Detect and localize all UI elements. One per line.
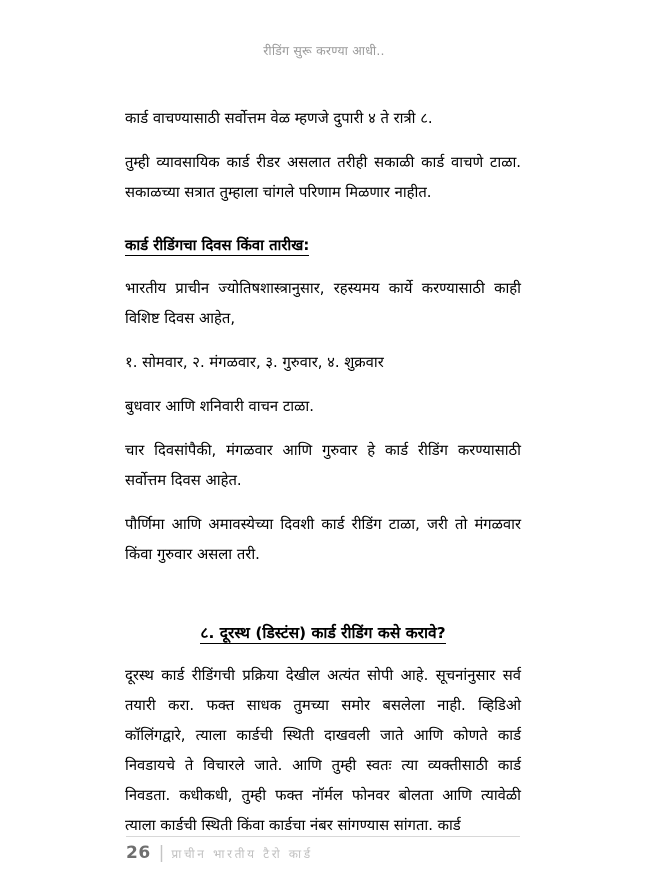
paragraph-astrology-days: भारतीय प्राचीन ज्योतिषशास्त्रानुसार, रहस्यमय कार्ये करण्यासाठी काही विशिष्ट दिवस आहेत, bbox=[125, 280, 521, 327]
paragraph-distance-reading-process: दूरस्थ कार्ड रीडिंगची प्रक्रिया देखील अत्यंत सोपी आहे. सूचनांनुसार सर्व तयारी करा. फक्त साधक तुमच्या समोर बसलेला नाही. व्हिडिओ कॉलिंगद्वारे, त्याला कार्डची स्थिती दाखवली जाते आणि कोणते कार्ड निवडायचे ते विचारले जाते. आणि तुम्ही स्वतः त्या व्यक्तीसाठी कार्ड निवडता. कधीकधी, तुम्ही फक्त नॉर्मल फोनवर बोलता आणि त्यावेळी त्याला कार्डची स्थिती किंवा कार्डचा नंबर सांगण्यास सांगता. कार्ड bbox=[125, 667, 521, 834]
footer-book-title: प्राचीन भारतीय टैरो कार्ड bbox=[171, 847, 313, 861]
footer-page-number: 26 bbox=[126, 843, 151, 863]
paragraph-best-days: चार दिवसांपैकी, मंगळवार आणि गुरुवार हे कार्ड रीडिंग करण्यासाठी सर्वोत्तम दिवस आहेत. bbox=[125, 442, 521, 489]
paragraph-avoid-morning: तुम्ही व्यावसायिक कार्ड रीडर असलात तरीही सकाळी कार्ड वाचणे टाळा. सकाळच्या सत्रात तुम्हाला चांगले परिणाम मिळणार नाहीत. bbox=[125, 154, 521, 201]
paragraph-days-list: १. सोमवार, २. मंगळवार, ३. गुरुवार, ४. शुक्रवार bbox=[125, 354, 384, 371]
spacer bbox=[125, 647, 521, 661]
paragraph-best-time: कार्ड वाचण्यासाठी सर्वोत्तम वेळ म्हणजे दुपारी ४ ते रात्री ८. bbox=[125, 110, 433, 127]
spacer bbox=[125, 579, 521, 619]
running-header: रीडिंग सुरू करण्या आधी.. bbox=[263, 43, 385, 58]
section-heading-distance-reading bbox=[125, 619, 521, 647]
page-footer bbox=[126, 843, 526, 863]
page-content bbox=[125, 104, 521, 850]
subheading-text: कार्ड रीडिंगचा दिवस किंवा तारीख: bbox=[125, 237, 310, 254]
paragraph-avoid-full-new-moon: पौर्णिमा आणि अमावस्येच्या दिवशी कार्ड रीडिंग टाळा, जरी तो मंगळवार किंवा गुरुवार असला तरी. bbox=[125, 516, 521, 563]
section-heading-text: ८. दूरस्थ (डिस्टंस) कार्ड रीडिंग कसे करावे? bbox=[200, 624, 446, 642]
spacer bbox=[125, 217, 521, 231]
paragraph-avoid-wed-sat: बुधवार आणि शनिवारी वाचन टाळा. bbox=[125, 398, 314, 415]
footer-divider bbox=[126, 836, 520, 837]
footer-separator: | bbox=[158, 843, 165, 863]
subheading-day-or-date bbox=[125, 231, 521, 261]
